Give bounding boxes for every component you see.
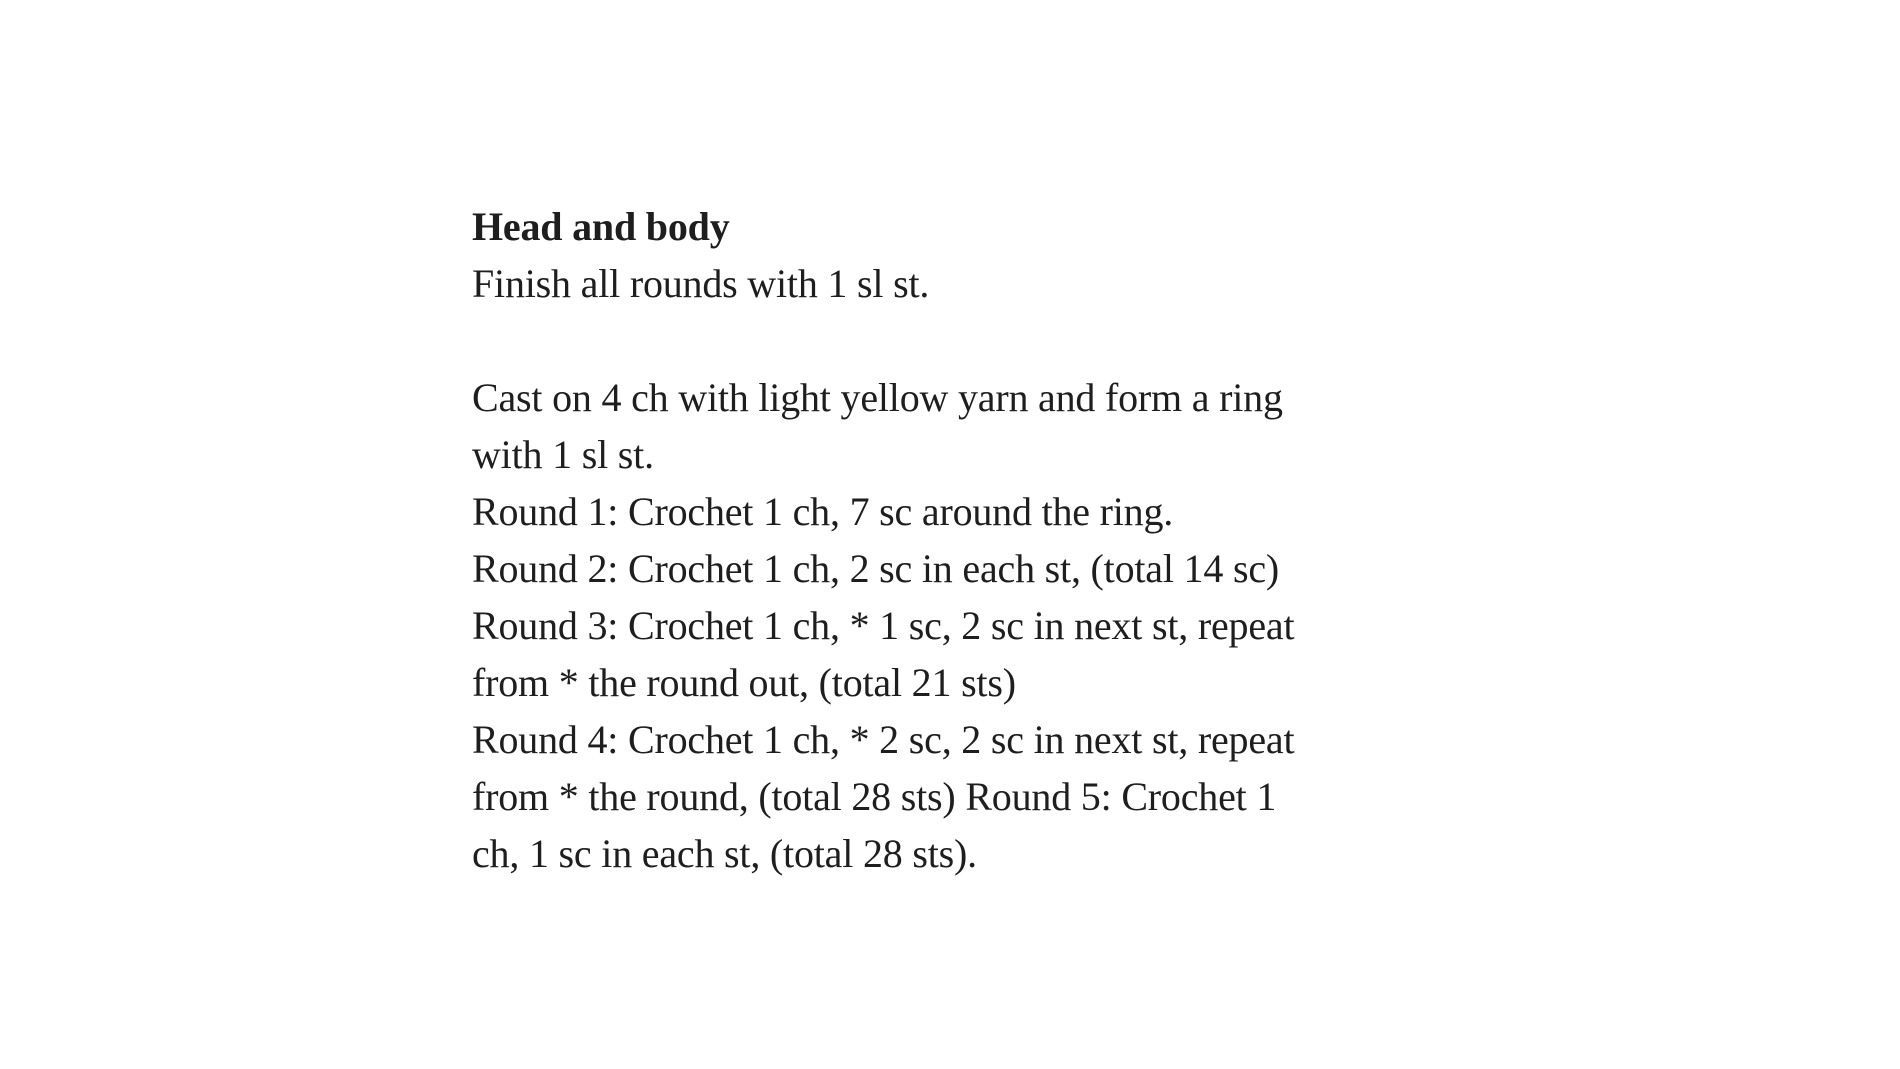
intro-line: Finish all rounds with 1 sl st. [472, 261, 930, 306]
instruction-line: from * the round out, (total 21 sts) [472, 660, 1016, 705]
instruction-line: from * the round, (total 28 sts) Round 5: Crochet 1 [472, 774, 1277, 819]
paragraph-spacer [472, 312, 1432, 369]
instruction-line: with 1 sl st. [472, 432, 654, 477]
instruction-line: ch, 1 sc in each st, (total 28 sts). [472, 831, 977, 876]
instruction-line: Round 1: Crochet 1 ch, 7 sc around the ring. [472, 489, 1174, 534]
instruction-line: Round 3: Crochet 1 ch, * 1 sc, 2 sc in next st, repeat [472, 603, 1295, 648]
instruction-line: Cast on 4 ch with light yellow yarn and form a ring [472, 375, 1283, 420]
section-heading: Head and body [472, 204, 730, 249]
pattern-text-block [472, 198, 1432, 882]
instruction-line: Round 4: Crochet 1 ch, * 2 sc, 2 sc in next st, repeat [472, 717, 1295, 762]
instruction-line: Round 2: Crochet 1 ch, 2 sc in each st, (total 14 sc) [472, 546, 1279, 591]
